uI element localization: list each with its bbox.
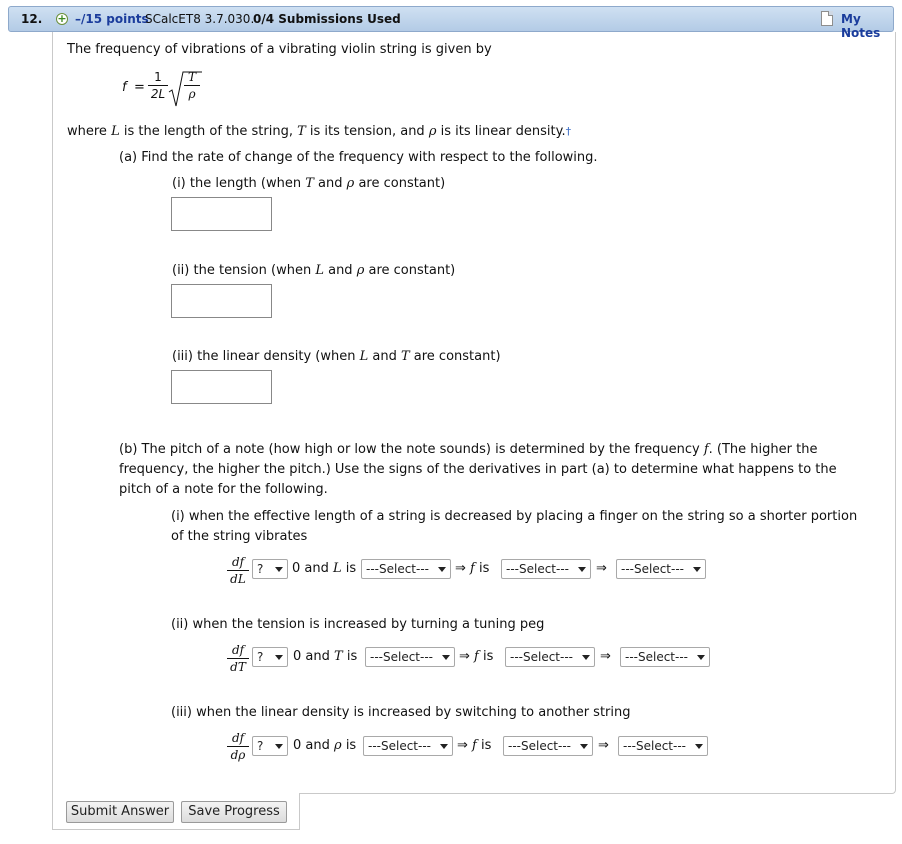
part-a-ii-label: (ii) the tension (when L and ρ are constant) <box>172 263 456 278</box>
answer-input-a-iii[interactable] <box>171 370 272 404</box>
question-header <box>8 6 894 40</box>
answer-input-a-i[interactable] <box>171 197 272 231</box>
row-3-implies-f: ⇒ f is <box>457 738 492 753</box>
intro-text: The frequency of vibrations of a vibrating violin string is given by <box>67 42 492 57</box>
pitch-select-3[interactable]: ---Select--- <box>618 736 708 756</box>
dropdown-arrow-icon <box>693 567 701 572</box>
dropdown-arrow-icon <box>697 655 705 660</box>
where-text: where L is the length of the string, T is its tension, and ρ is its linear density.† <box>67 124 572 139</box>
points-label[interactable]: –/15 points <box>75 12 149 26</box>
dropdown-arrow-icon <box>578 567 586 572</box>
part-b-line-1: (b) The pitch of a note (how high or low the note sounds) is determined by the frequency f. (The higher the <box>119 442 818 457</box>
density-select-3[interactable]: ---Select--- <box>363 736 453 756</box>
fraction-denominator: 2L <box>150 87 166 101</box>
frequency-formula <box>122 70 242 110</box>
question-number: 12. <box>21 12 43 26</box>
row-1-implies-f: ⇒ f is <box>455 561 490 576</box>
part-a-iii-label: (iii) the linear density (when L and T are constant) <box>172 349 501 364</box>
expand-plus-icon[interactable]: + <box>57 12 67 25</box>
derivative-df-dL: df dL <box>227 555 249 586</box>
dropdown-arrow-icon <box>580 744 588 749</box>
part-b-i-line-1: (i) when the effective length of a string is decreased by placing a finger on the string so a shorter portion <box>171 509 858 524</box>
sign-select-3[interactable]: ? <box>252 736 288 756</box>
dropdown-arrow-icon <box>275 655 283 660</box>
problem-code: SCalcET8 3.7.030. <box>145 12 255 26</box>
formula-equals: = <box>134 80 145 95</box>
footnote-dagger[interactable]: † <box>565 125 572 138</box>
dropdown-arrow-icon <box>695 744 703 749</box>
answer-input-a-ii[interactable] <box>171 284 272 318</box>
part-b-line-2: frequency, the higher the pitch.) Use the signs of the derivatives in part (a) to determine what happens to the <box>119 462 837 477</box>
row-3-and: 0 and ρ is <box>293 738 357 753</box>
part-b-ii-line: (ii) when the tension is increased by turning a tuning peg <box>171 617 545 632</box>
sign-select-2[interactable]: ? <box>252 647 288 667</box>
fraction-numerator: 1 <box>154 70 162 84</box>
save-progress-button[interactable]: Save Progress <box>181 801 287 823</box>
row-1-and: 0 and L is <box>292 561 357 576</box>
row-2-implies: ⇒ <box>600 649 611 664</box>
part-b-i-line-2: of the string vibrates <box>171 529 308 544</box>
derivative-df-dT: df dT <box>227 643 249 674</box>
row-2-and: 0 and T is <box>293 649 358 664</box>
sign-select-1[interactable]: ? <box>252 559 288 579</box>
derivative-df-drho: df dρ <box>227 731 249 762</box>
radicand-denominator: ρ <box>188 87 196 101</box>
formula-f: f <box>122 80 127 95</box>
dropdown-arrow-icon <box>582 655 590 660</box>
row-2-implies-f: ⇒ f is <box>459 649 494 664</box>
part-a-title: (a) Find the rate of change of the frequency with respect to the following. <box>119 150 598 165</box>
dropdown-arrow-icon <box>275 744 283 749</box>
row-3-implies: ⇒ <box>598 738 609 753</box>
submit-answer-button[interactable]: Submit Answer <box>66 801 174 823</box>
frequency-select-3[interactable]: ---Select--- <box>503 736 593 756</box>
frequency-select-2[interactable]: ---Select--- <box>505 647 595 667</box>
dropdown-arrow-icon <box>438 567 446 572</box>
dropdown-arrow-icon <box>442 655 450 660</box>
question-panel <box>52 32 896 794</box>
row-1-implies: ⇒ <box>596 561 607 576</box>
length-select-1[interactable]: ---Select--- <box>361 559 451 579</box>
part-b-iii-line: (iii) when the linear density is increased by switching to another string <box>171 705 631 720</box>
pitch-select-1[interactable]: ---Select--- <box>616 559 706 579</box>
submissions-used: 0/4 Submissions Used <box>253 12 401 26</box>
formula-fraction <box>148 70 168 101</box>
frequency-select-1[interactable]: ---Select--- <box>501 559 591 579</box>
part-a-i-label: (i) the length (when T and ρ are constant) <box>172 176 446 191</box>
radicand-fraction <box>184 70 200 101</box>
dropdown-arrow-icon <box>440 744 448 749</box>
notes-icon[interactable] <box>821 11 833 26</box>
my-notes-link[interactable]: My Notes <box>841 12 881 40</box>
radicand-numerator: T <box>187 70 196 84</box>
pitch-select-2[interactable]: ---Select--- <box>620 647 710 667</box>
tension-select-2[interactable]: ---Select--- <box>365 647 455 667</box>
dropdown-arrow-icon <box>275 567 283 572</box>
part-b-line-3: pitch of a note for the following. <box>119 482 328 497</box>
